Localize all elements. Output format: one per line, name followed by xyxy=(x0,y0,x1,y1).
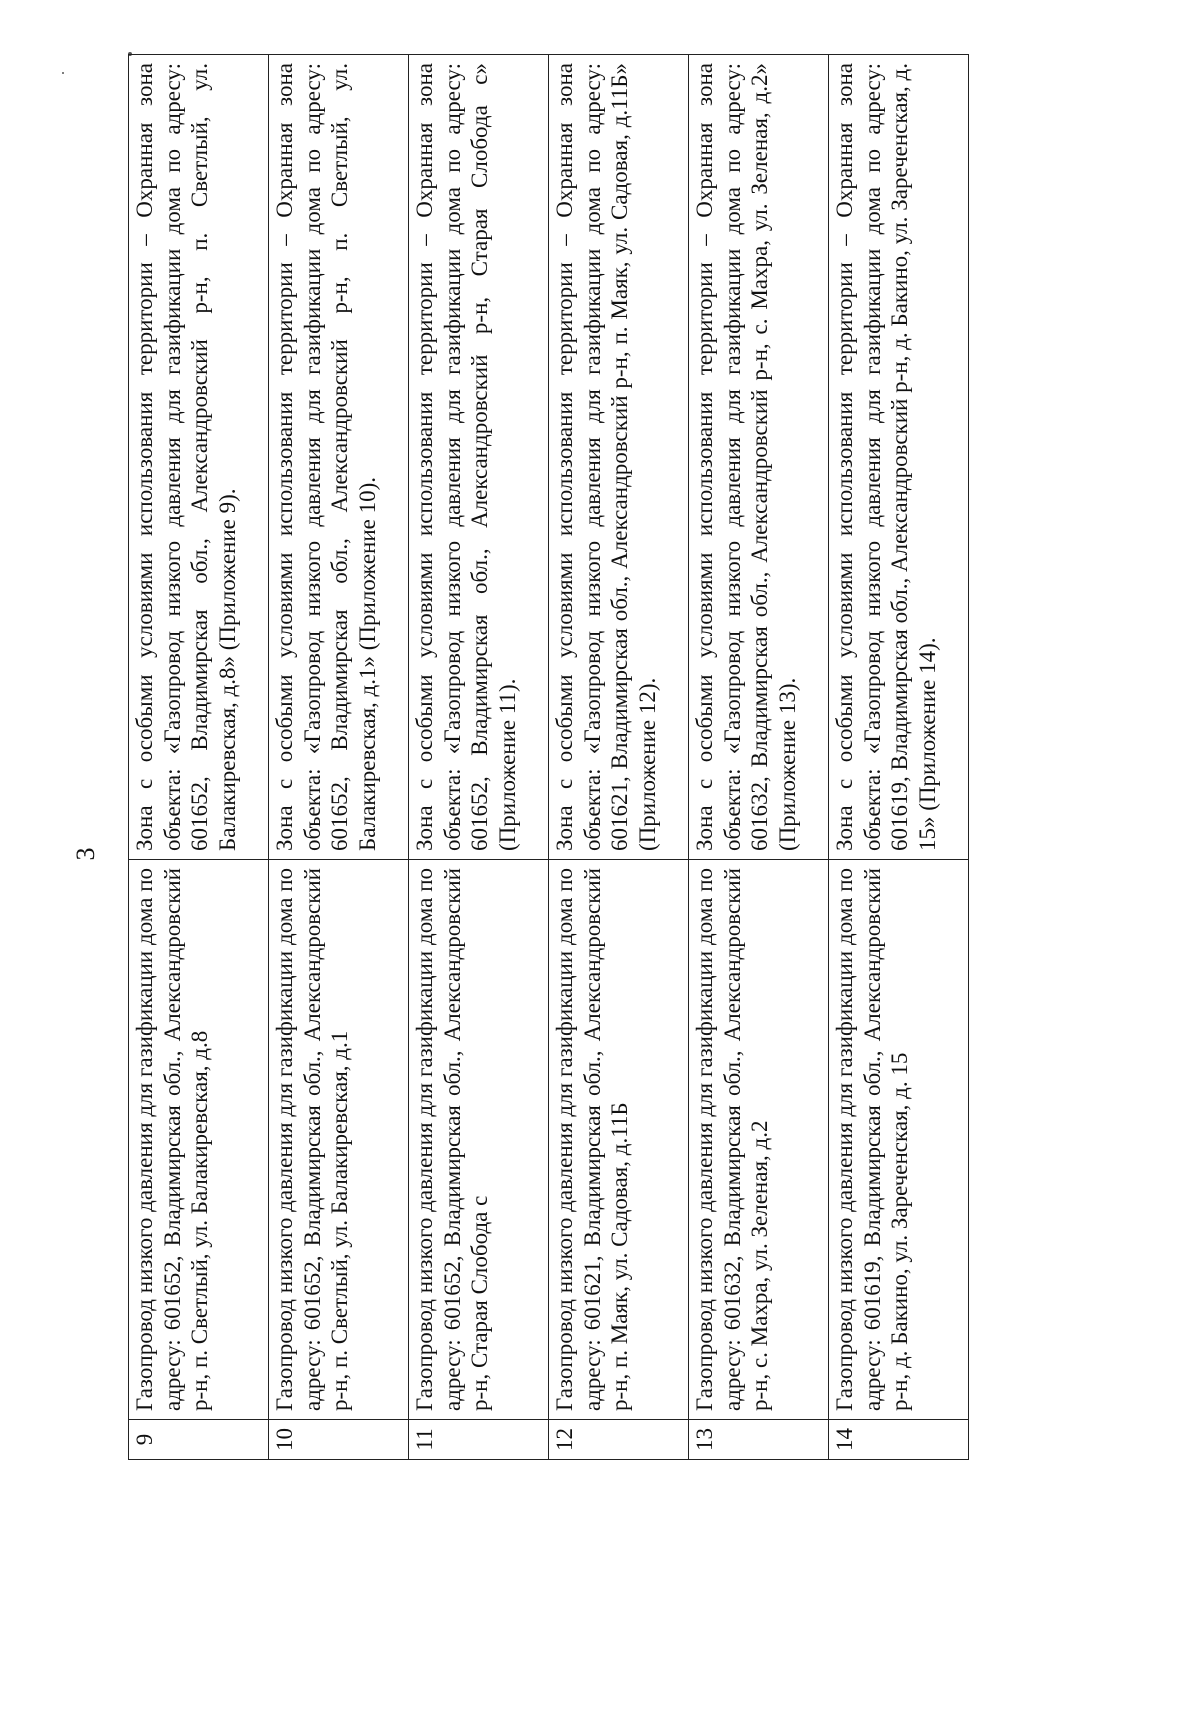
page-number: 3 xyxy=(71,847,100,861)
row-number: 12 xyxy=(549,1420,689,1460)
zone-description: Зона с особыми условиями использования территории – Охранная зона объекта: «Газопровод низкого давления для газификации дома по адресу: 601632, Владимирская обл., Александровский р-н, с. Махра, ул. Зеленая, д.2» (Приложение 13). xyxy=(689,55,829,860)
object-description: Газопровод низкого давления для газификации дома по адресу: 601652, Владимирская обл., Александровский р-н, Старая Слобода с xyxy=(409,860,549,1420)
row-number: 13 xyxy=(689,1420,829,1460)
row-number: 11 xyxy=(409,1420,549,1460)
object-description: Газопровод низкого давления для газификации дома по адресу: 601632, Владимирская обл., Александровский р-н, с. Махра, ул. Зеленая, д.2 xyxy=(689,860,829,1420)
row-number: 9 xyxy=(129,1420,269,1460)
object-description: Газопровод низкого давления для газификации дома по адресу: 601619, Владимирская обл., Александровский р-н, д. Бакино, ул. Зареченская, д. 15 xyxy=(829,860,969,1420)
row-number: 14 xyxy=(829,1420,969,1460)
table-row xyxy=(689,55,829,1460)
row-number: 10 xyxy=(269,1420,409,1460)
zone-description: Зона с особыми условиями использования территории – Охранная зона объекта: «Газопровод низкого давления для газификации дома по адресу: 601621, Владимирская обл., Александровский р-н, п. Маяк, ул. Садовая, д.11Б» (Приложение 12). xyxy=(549,55,689,860)
table-row xyxy=(549,55,689,1460)
object-description: Газопровод низкого давления для газификации дома по адресу: 601621, Владимирская обл., Александровский р-н, п. Маяк, ул. Садовая, д.11Б xyxy=(549,860,689,1420)
table-row xyxy=(269,55,409,1460)
object-description: Газопровод низкого давления для газификации дома по адресу: 601652, Владимирская обл., Александровский р-н, п. Светлый, ул. Балакиревская, д.8 xyxy=(129,860,269,1420)
scan-speck xyxy=(62,72,64,74)
table-row xyxy=(409,55,549,1460)
zone-description: Зона с особыми условиями использования территории – Охранная зона объекта: «Газопровод низкого давления для газификации дома по адресу: 601619, Владимирская обл., Александровский р-н, д. Бакино, ул. Зареченская, д. 15» (Приложение 14). xyxy=(829,55,969,860)
rotated-table-container xyxy=(128,55,968,1460)
zone-description: Зона с особыми условиями использования территории – Охранная зона объекта: «Газопровод низкого давления для газификации дома по адресу: 601652, Владимирская обл., Александровский р-н, п. Светлый, ул. Балакиревская, д.1» (Приложение 10). xyxy=(269,55,409,860)
zone-description: Зона с особыми условиями использования территории – Охранная зона объекта: «Газопровод низкого давления для газификации дома по адресу: 601652, Владимирская обл., Александровский р-н, п. Светлый, ул. Балакиревская, д.8» (Приложение 9). xyxy=(129,55,269,860)
zone-description: Зона с особыми условиями использования территории – Охранная зона объекта: «Газопровод низкого давления для газификации дома по адресу: 601652, Владимирская обл., Александровский р-н, Старая Слобода с» (Приложение 11). xyxy=(409,55,549,860)
table-row xyxy=(129,55,269,1460)
object-description: Газопровод низкого давления для газификации дома по адресу: 601652, Владимирская обл., Александровский р-н, п. Светлый, ул. Балакиревская, д.1 xyxy=(269,860,409,1420)
zones-table xyxy=(128,54,969,1460)
table-row xyxy=(829,55,969,1460)
